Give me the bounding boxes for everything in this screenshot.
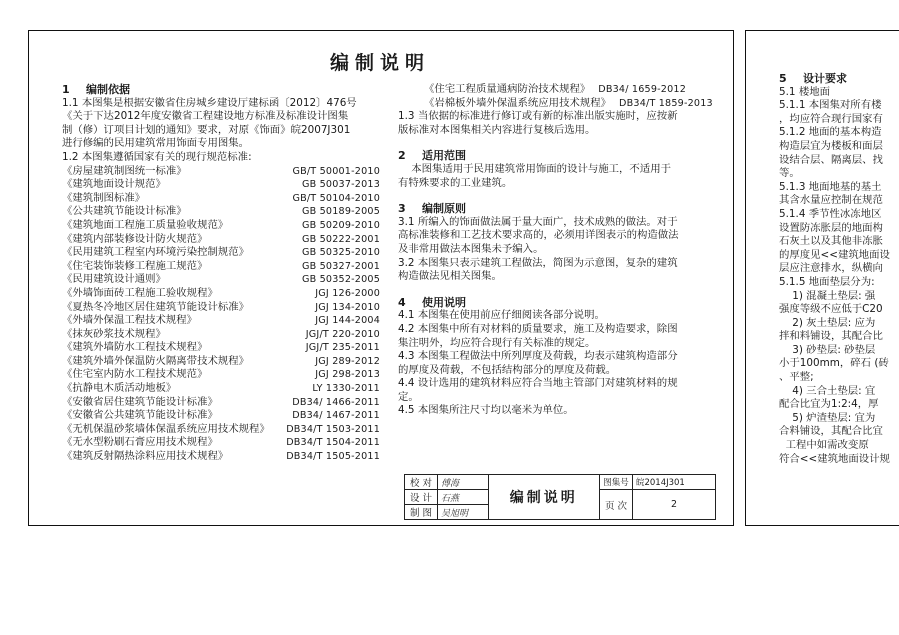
- paragraph-line: 构造层宜为楼板和面层: [779, 139, 883, 152]
- standard-name: 《建筑外墙防水工程技术规程》: [62, 341, 208, 354]
- title-block: [404, 474, 716, 520]
- standard-item: [398, 97, 716, 111]
- standard-name: 《安徽省居住建筑节能设计标准》: [62, 395, 218, 408]
- standard-name: 《建筑反射隔热涂料应用技术规程》: [62, 450, 229, 463]
- standard-item: [62, 355, 380, 369]
- standard-item: [62, 192, 380, 206]
- standard-code: GB 50209-2010: [301, 219, 380, 231]
- section-1-1: [62, 97, 380, 151]
- atlas-number: 皖2014J301: [632, 475, 715, 490]
- paragraph-line: 的厚度见<<建筑地面设: [779, 248, 890, 261]
- paragraph-line: 其含水量应控制在规范: [779, 194, 883, 207]
- standard-item: [62, 436, 380, 450]
- standard-name: 《抹灰砂浆技术规程》: [62, 327, 166, 340]
- standard-code: DB34/ 1467-2011: [292, 410, 380, 422]
- standard-code: JGJ 134-2010: [315, 301, 380, 313]
- standard-item: [62, 246, 380, 260]
- paragraph-line: 强度等级不应低于C20: [779, 303, 883, 316]
- draw-label: 制 图: [405, 505, 438, 520]
- atlas-label: 图集号: [599, 475, 632, 490]
- standard-item: [62, 423, 380, 437]
- paragraph-line: 定。: [398, 390, 419, 403]
- standard-name: 《建筑外墙外保温防火隔离带技术规程》: [62, 354, 250, 367]
- standard-item: [62, 314, 380, 328]
- paragraph-line: 等。: [779, 167, 800, 180]
- paragraph-line: 4.1 本图集在使用前应仔细阅读各部分说明。: [398, 309, 605, 322]
- design-label: 设 计: [405, 490, 438, 505]
- section-2-heading: 2 适用范围: [398, 149, 466, 163]
- standard-code: JGJ 144-2004: [315, 315, 380, 327]
- design-signature: 石燕: [438, 490, 489, 505]
- paragraph-line: ，均应符合现行国家有: [779, 112, 883, 125]
- next-page-column: [779, 72, 899, 466]
- paragraph-line: 版标准对本图集相关内容进行复核后选用。: [398, 123, 596, 136]
- section-3-heading: 3 编制原则: [398, 202, 466, 216]
- paragraph-line: 高标准装修和工艺技术要求高的，必须用详图表示的构造做法: [398, 229, 679, 242]
- standard-item: [62, 409, 380, 423]
- left-column: [62, 83, 380, 464]
- paragraph-line: 拌和料铺设，其配合比: [779, 330, 883, 343]
- standard-code: JGJ 126-2000: [315, 287, 380, 299]
- standard-name: 《外墙饰面砖工程施工验收规程》: [62, 286, 218, 299]
- paragraph-line: 5.1.3 地面地基的基土: [779, 180, 882, 193]
- paragraph-line: 制（修）订项目计划的通知》要求，对原《饰面》皖2007J301: [62, 123, 351, 136]
- standard-name: 《无机保温砂浆墙体保温系统应用技术规程》: [62, 422, 270, 435]
- standard-name: 《夏热冬冷地区居住建筑节能设计标准》: [62, 300, 250, 313]
- standard-code: GB 50352-2005: [301, 274, 380, 286]
- paragraph-line: 4) 三合土垫层: 宜: [779, 384, 876, 397]
- standard-code: JGJ 298-2013: [315, 369, 380, 381]
- paragraph-line: 4.4 设计选用的建筑材料应符合当地主管部门对建筑材料的规: [398, 377, 678, 390]
- standard-name: 《住宅工程质量通病防治技术规程》: [424, 83, 591, 95]
- standard-item: [62, 178, 380, 192]
- standard-name: 《岩棉板外墙外保温系统应用技术规程》: [424, 96, 612, 109]
- standard-name: 《民用建筑设计通则》: [62, 273, 166, 286]
- paragraph-line: 5.1.5 地面垫层分为:: [779, 275, 875, 288]
- paragraph-line: 进行修编的民用建筑常用饰面专用图集。: [62, 137, 250, 150]
- standard-item: [62, 382, 380, 396]
- paragraph-line: 5) 炉渣垫层: 宜为: [779, 411, 876, 424]
- paragraph-line: 4.2 本图集中所有对材料的质量要求，施工及构造要求，除图: [398, 322, 678, 335]
- standard-code: JGJ 289-2012: [315, 355, 380, 367]
- standard-name: 《安徽省公共建筑节能设计标准》: [62, 409, 218, 422]
- paragraph-line: 石灰土以及其他非冻胀: [779, 235, 883, 248]
- section-1-heading: 1 编制依据: [62, 83, 130, 96]
- section-1-2-intro: 1.2 本图集遵循国家有关的现行规范标准:: [62, 150, 252, 163]
- paragraph-line: 1.1 本图集是根据安徽省住房城乡建设厅建标函〔2012〕476号: [62, 96, 357, 109]
- standard-item: [62, 260, 380, 274]
- standard-name: 《外墙外保温工程技术规程》: [62, 314, 198, 327]
- page-label: 页 次: [599, 490, 632, 520]
- standard-name: 《民用建筑工程室内环境污染控制规范》: [62, 246, 250, 259]
- standard-item: [62, 287, 380, 301]
- standards-list: [62, 165, 380, 464]
- paragraph-line: 5.1.2 地面的基本构造: [779, 126, 882, 139]
- section-4-heading: 4 使用说明: [398, 295, 466, 309]
- paragraph-line: 及非常用做法本图集未予编入。: [398, 242, 544, 255]
- paragraph-line: 3.1 所编入的饰面做法属于量大面广，技术成熟的做法。对于: [398, 215, 678, 228]
- standard-code: GB 50222-2001: [301, 233, 380, 245]
- paragraph-line: 4.3 本图集工程做法中所列厚度及荷载，均表示建筑构造部分: [398, 350, 678, 363]
- paragraph-line: 5.1 楼地面: [779, 85, 830, 98]
- right-column: [398, 83, 716, 418]
- standard-code: GB 50037-2013: [301, 179, 380, 191]
- paragraph-line: 5.1.4 季节性冰冻地区: [779, 207, 882, 220]
- standard-name: 《抗静电木质活动地板》: [62, 382, 177, 395]
- paragraph-line: 设结合层、隔离层、找: [779, 153, 883, 166]
- standard-name: 《无水型粉刷石膏应用技术规程》: [62, 436, 218, 449]
- standard-name: 《建筑地面设计规范》: [62, 178, 166, 191]
- standard-code: GB/T 50104-2010: [292, 192, 380, 204]
- paragraph-line: 有特殊要求的工业建筑。: [398, 176, 513, 189]
- standard-code: JGJ/T 235-2011: [305, 342, 380, 354]
- paragraph-line: 构造做法见相关图集。: [398, 270, 502, 283]
- paragraph-line: 符合<<建筑地面设计规: [779, 452, 890, 465]
- standard-name: 《房屋建筑制图统一标准》: [62, 164, 187, 177]
- standard-code: GB 50327-2001: [301, 260, 380, 272]
- standard-item: [398, 83, 716, 97]
- paragraph-line: 集注明外，均应符合现行有关标准的规定。: [398, 336, 596, 349]
- paragraph-line: 《关于下达2012年度安徽省工程建设地方标准及标准设计图集: [62, 110, 349, 123]
- standard-item: [62, 273, 380, 287]
- standard-code: DB34/ 1659-2012: [598, 84, 687, 95]
- standard-code: DB34/ 1466-2011: [292, 396, 380, 408]
- paragraph-line: 、平整;: [779, 371, 814, 384]
- paragraph-line: 本图集适用于民用建筑常用饰面的设计与施工，不适用于: [398, 162, 671, 175]
- paragraph-line: 4.5 本图集所注尺寸均以毫米为单位。: [398, 404, 574, 417]
- standard-name: 《公共建筑节能设计标准》: [62, 205, 187, 218]
- draw-signature: 吴旭明: [438, 505, 489, 520]
- paragraph-line: 设置防冻胀层的地面构: [779, 221, 883, 234]
- standard-code: DB34/T 1505-2011: [286, 451, 380, 463]
- paragraph-line: 1.3 当依据的标准进行修订或有新的标准出版实施时，应按新: [398, 110, 678, 123]
- standard-item: [62, 341, 380, 355]
- standard-name: 《建筑地面工程施工质量验收规范》: [62, 218, 229, 231]
- standard-code: GB/T 50001-2010: [292, 165, 380, 177]
- paragraph-line: 配合比宜为1:2:4，厚: [779, 398, 879, 411]
- check-signature: 傅海: [438, 475, 489, 490]
- paragraph-line: 2) 灰土垫层: 应为: [779, 316, 876, 329]
- paragraph-line: 5.1.1 本图集对所有楼: [779, 99, 882, 112]
- paragraph-line: 1) 混凝土垫层: 强: [779, 289, 876, 302]
- sheet-title: 编制说明: [488, 475, 599, 520]
- standard-item: [62, 450, 380, 464]
- standard-item: [62, 205, 380, 219]
- check-label: 校 对: [405, 475, 438, 490]
- standard-item: [62, 368, 380, 382]
- standard-name: 《住宅装饰装修工程施工规范》: [62, 259, 208, 272]
- standard-name: 《建筑内部装修设计防火规范》: [62, 232, 208, 245]
- standard-item: [62, 233, 380, 247]
- standard-code: GB 50189-2005: [301, 206, 380, 218]
- standard-item: [62, 396, 380, 410]
- paragraph-line: 小于100mm，碎石 (砖: [779, 357, 889, 370]
- paragraph-line: 3) 砂垫层: 砂垫层: [779, 343, 876, 356]
- standard-name: 《建筑制图标准》: [62, 191, 146, 204]
- standard-item: [62, 165, 380, 179]
- standard-code: DB34/T 1504-2011: [286, 437, 380, 449]
- standard-code: DB34/T 1503-2011: [286, 423, 380, 435]
- paragraph-line: 合料铺设，其配合比宜: [779, 425, 883, 438]
- paragraph-line: 工程中如需改变原: [779, 439, 869, 452]
- standard-code: GB 50325-2010: [301, 247, 380, 259]
- paragraph-line: 的厚度及荷载，不包括结构部分的厚度及荷载。: [398, 363, 617, 376]
- standard-code: JGJ/T 220-2010: [305, 328, 380, 340]
- paragraph-line: 层应注意排水，纵横向: [779, 262, 883, 275]
- standard-item: [62, 301, 380, 315]
- standard-item: [62, 328, 380, 342]
- standard-name: 《住宅室内防水工程技术规范》: [62, 368, 208, 381]
- standard-code: LY 1330-2011: [312, 383, 380, 395]
- section-5-heading: 5 设计要求: [779, 72, 847, 85]
- page-number: 2: [632, 490, 715, 520]
- standard-code: DB34/T 1859-2013: [619, 97, 713, 109]
- standard-item: [62, 219, 380, 233]
- paragraph-line: 3.2 本图集只表示建筑工程做法，简图为示意图，复杂的建筑: [398, 256, 678, 269]
- page-title: 编制说明: [329, 52, 430, 74]
